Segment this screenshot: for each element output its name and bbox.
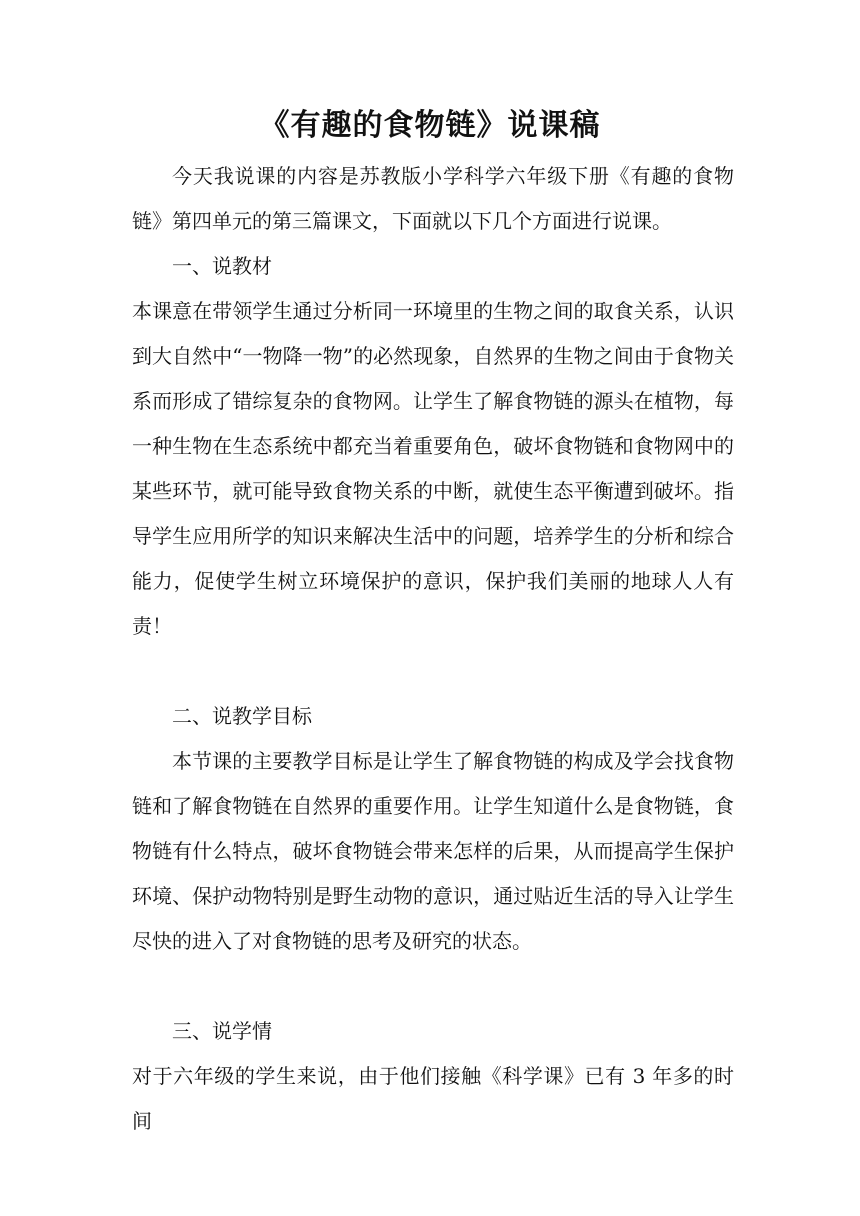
section-body-objectives: 本节课的主要教学目标是让学生了解食物链的构成及学会找食物链和了解食物链在自然界的重要作用。让学生知道什么是食物链，食物链有什么特点，破坏食物链会带来怎样的后果，从而提高学生保护环境、保护动物特别是野生动物的意识，通过贴近生活的导入让学生尽快的进入了对食物链的思考及研究的状态。 [132, 749, 734, 953]
section-body-textbook: 本课意在带领学生通过分析同一环境里的生物之间的取食关系，认识到大自然中“一物降一物”的必然现象，自然界的生物之间由于食物关系而形成了错综复杂的食物网。让学生了解食物链的源头在植物，每一种生物在生态系统中都充当着重要角色，破坏食物链和食物网中的某些环节，就可能导致食物关系的中断，就使生态平衡遭到破坏。指导学生应用所学的知识来解决生活中的问题，培养学生的分析和综合能力，促使学生树立环境保护的意识，保护我们美丽的地球人人有责！ [132, 299, 734, 638]
blank-line [132, 964, 734, 1009]
document-body [132, 154, 734, 1144]
section-body-learners: 对于六年级的学生来说，由于他们接触《科学课》已有 3 年多的时间 [132, 1064, 734, 1133]
section-heading-objectives: 二、说教学目标 [172, 704, 312, 728]
section-heading-textbook: 一、说教材 [172, 254, 272, 278]
intro-paragraph: 今天我说课的内容是苏教版小学科学六年级下册《有趣的食物链》第四单元的第三篇课文，下面就以下几个方面进行说课。 [132, 164, 734, 233]
section-heading-learners: 三、说学情 [172, 1019, 272, 1043]
document-title: 《有趣的食物链》说课稿 [259, 108, 601, 143]
blank-line [132, 649, 734, 694]
